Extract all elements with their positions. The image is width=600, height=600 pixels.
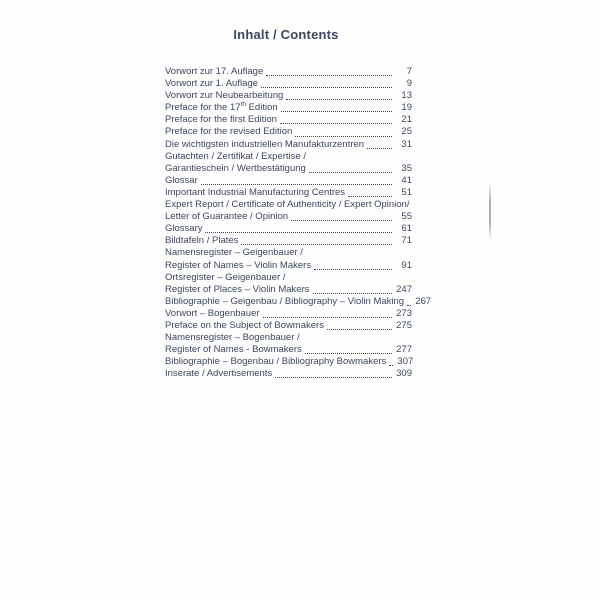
toc-entry (165, 139, 412, 151)
dot-leader (280, 123, 392, 124)
toc-entry (165, 356, 412, 368)
toc-entry-page: 307 (397, 356, 414, 368)
toc-entry-page: 277 (396, 344, 412, 356)
dot-leader (389, 365, 393, 366)
dot-leader (291, 220, 392, 221)
toc-entry (165, 163, 412, 175)
toc-entry-label: Ortsregister – Geigenbauer / (165, 271, 286, 283)
toc-entry-page: 51 (401, 186, 412, 198)
dot-leader (205, 232, 392, 233)
toc-entry-label: Expert Report / Certificate of Authenticity / Expert Opinion/ (165, 199, 410, 211)
dot-leader (263, 317, 392, 318)
toc-entry-label: Namensregister – Bogenbauer / (165, 332, 300, 344)
dot-leader (313, 293, 393, 294)
toc-entry (165, 247, 412, 259)
dot-leader (295, 136, 392, 137)
toc-entry-label: Preface for the revised Edition (165, 126, 293, 138)
toc-entry-page: 247 (396, 283, 412, 295)
toc-entry (165, 223, 412, 235)
toc-entry (165, 308, 412, 320)
toc-entry-label: Preface for the 17th Edition (165, 101, 278, 114)
toc-entry-page: 41 (401, 174, 412, 186)
toc-entry-label: Glossar (165, 174, 198, 186)
toc-entry-label: Vorwort zur Neubearbeitung (165, 90, 284, 102)
toc-entry-label: Preface for the first Edition (165, 114, 277, 126)
dot-leader (314, 269, 392, 270)
dot-leader (261, 87, 392, 88)
toc-entry (165, 199, 412, 211)
toc-entry-label: Bildtafeln / Plates (165, 235, 239, 247)
table-of-contents (165, 66, 432, 380)
page-edge-shadow (489, 182, 491, 240)
toc-entry-label: Vorwort zur 1. Auflage (165, 78, 258, 90)
toc-entry (165, 260, 412, 272)
toc-entry-label: Bibliographie – Geigenbau / Bibliography – Violin Making (165, 295, 405, 307)
toc-entry-page: 25 (401, 126, 412, 138)
toc-entry-page: 7 (406, 66, 412, 77)
toc-entry (165, 295, 432, 308)
toc-entry (165, 187, 412, 199)
toc-entry-page: 309 (396, 368, 412, 380)
toc-entry (165, 284, 412, 296)
toc-entry-page: 275 (396, 319, 412, 331)
toc-entry-page: 21 (401, 114, 412, 126)
toc-entry (165, 235, 412, 247)
dot-leader (201, 184, 392, 185)
toc-entry (165, 368, 412, 380)
dot-leader (281, 111, 392, 112)
dot-leader (275, 377, 392, 378)
toc-entry-page: 71 (401, 235, 412, 247)
toc-entry-label: Register of Places – Violin Makers (165, 283, 310, 295)
toc-entry-label: Register of Names – Violin Makers (165, 259, 312, 271)
toc-entry-label: Vorwort zur 17. Auflage (165, 66, 264, 77)
dot-leader (241, 244, 392, 245)
toc-entry-label: Bibliographie – Bogenbau / Bibliography Bowmakers (165, 356, 387, 368)
page-title: Inhalt / Contents (233, 27, 339, 42)
toc-entry (165, 78, 412, 90)
toc-entry-page: 91 (401, 259, 412, 271)
toc-entry-label: Inserate / Advertisements (165, 368, 273, 380)
dot-leader (309, 172, 392, 173)
toc-entry (165, 114, 412, 126)
toc-entry (165, 272, 412, 284)
toc-entry (165, 344, 412, 356)
toc-entry (165, 332, 412, 344)
toc-entry-page: 9 (406, 78, 412, 90)
toc-entry-page: 31 (401, 138, 412, 150)
toc-entry-label: Vorwort – Bogenbauer (165, 307, 260, 319)
toc-entry (165, 66, 412, 78)
toc-entry-page: 267 (415, 295, 432, 307)
toc-entry-page: 13 (401, 90, 412, 102)
toc-entry-label: Letter of Guarantee / Opinion (165, 211, 289, 223)
toc-entry-page: 19 (401, 102, 412, 114)
dot-leader (266, 75, 392, 76)
toc-entry-label: Garantieschein / Wertbestätigung (165, 162, 306, 174)
dot-leader (286, 99, 392, 100)
toc-entry (165, 126, 412, 138)
toc-entry (165, 151, 412, 163)
toc-entry-label: Preface on the Subject of Bowmakers (165, 319, 324, 331)
dot-leader (367, 148, 392, 149)
toc-entry-page: 273 (396, 307, 412, 319)
dot-leader (407, 305, 411, 306)
toc-entry-page: 61 (401, 223, 412, 235)
toc-entry-label: Glossary (165, 223, 203, 235)
toc-entry-label: Important Industrial Manufacturing Centres (165, 186, 346, 198)
toc-entry (165, 102, 412, 114)
toc-entry-label: Register of Names - Bowmakers (165, 344, 302, 356)
toc-entry-page: 35 (401, 162, 412, 174)
dot-leader (348, 196, 392, 197)
toc-entry (165, 211, 412, 223)
toc-entry-page: 55 (401, 211, 412, 223)
toc-entry-label: Gutachten / Zertifikat / Expertise / (165, 150, 306, 162)
dot-leader (327, 329, 392, 330)
toc-entry (165, 90, 412, 102)
toc-entry (165, 320, 412, 332)
dot-leader (305, 353, 392, 354)
ordinal-superscript: th (240, 101, 246, 109)
toc-entry (165, 175, 412, 187)
toc-entry-label: Die wichtigsten industriellen Manufakturzentren (165, 138, 365, 150)
toc-entry-label: Namensregister – Geigenbauer / (165, 247, 303, 259)
